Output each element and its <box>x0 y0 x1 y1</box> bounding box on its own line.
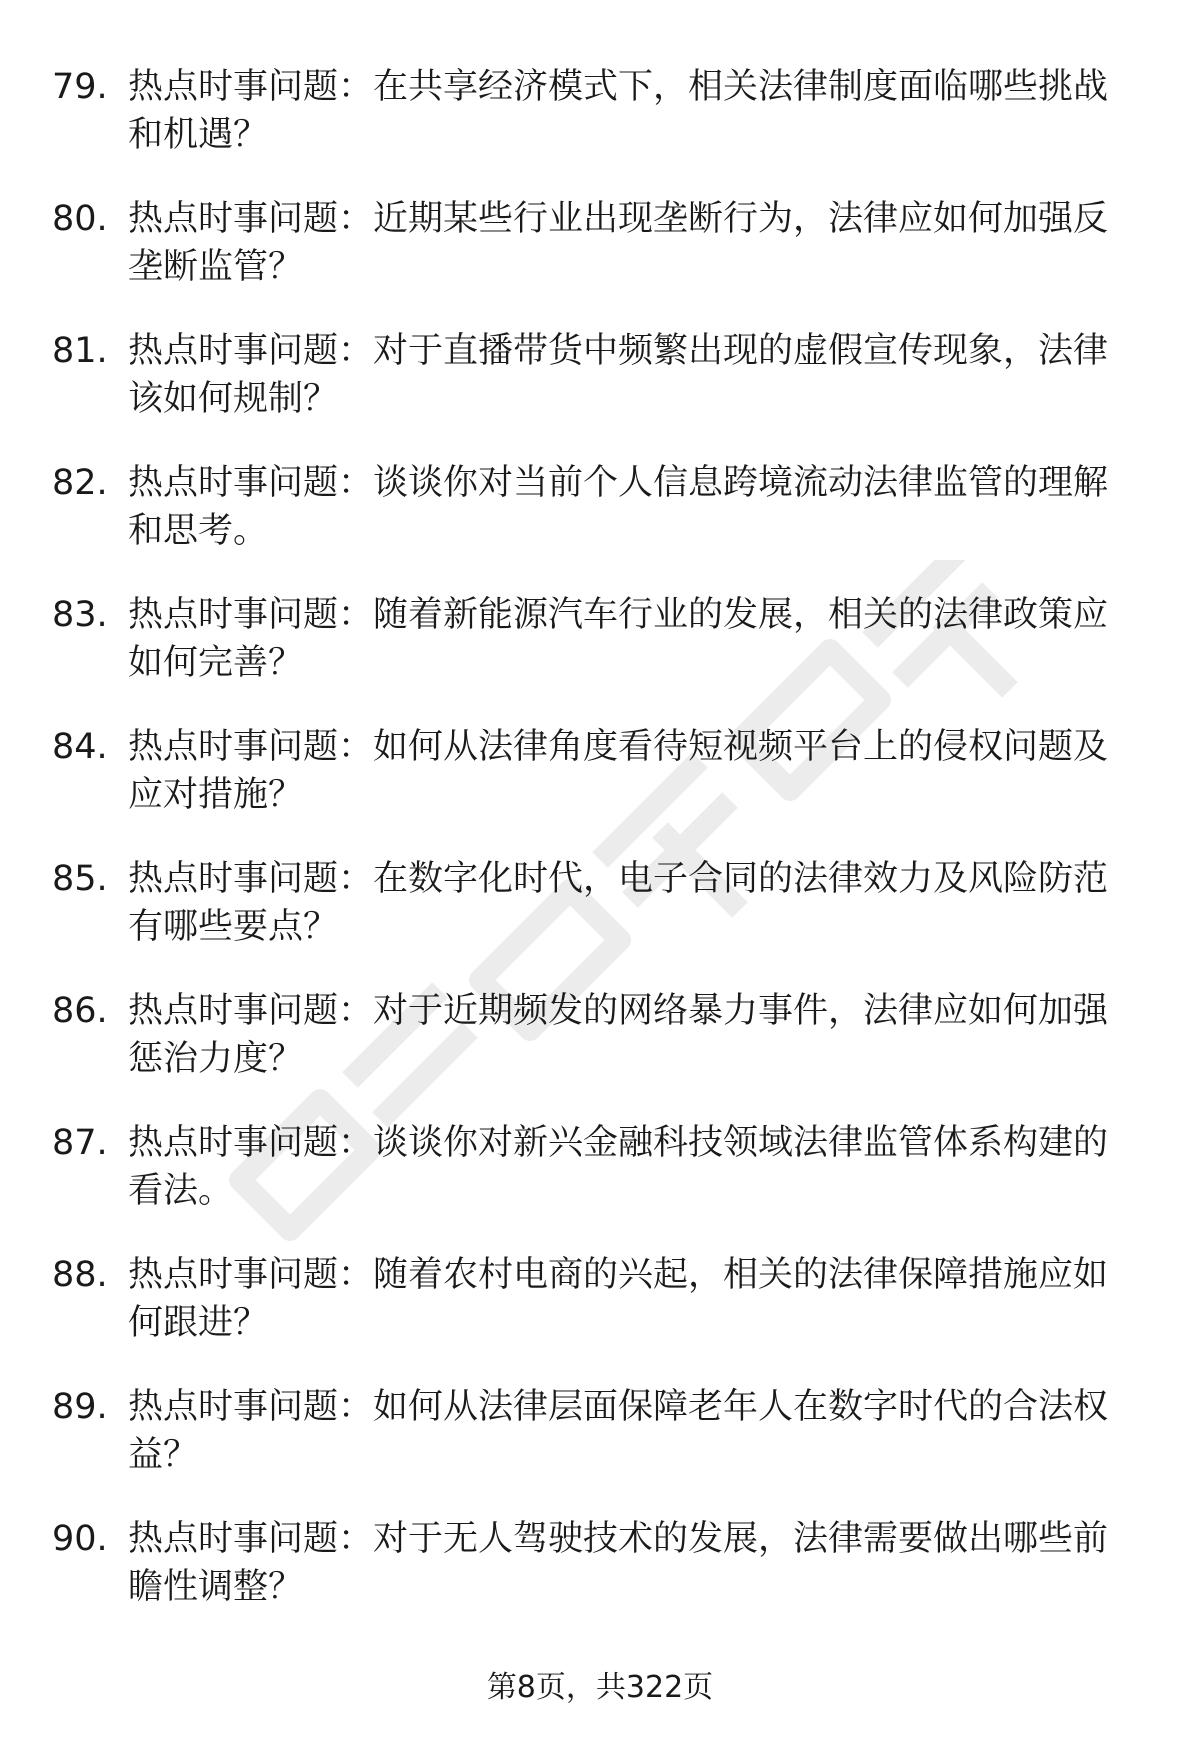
list-item <box>0 980 1200 1112</box>
question-text: 热点时事问题：对于近期频发的网络暴力事件，法律应如何加强惩治力度？ <box>128 991 1109 1079</box>
list-item <box>0 320 1200 452</box>
question-number: 81. <box>52 331 108 371</box>
question-text: 热点时事问题：对于直播带货中频繁出现的虚假宣传现象，法律该如何规制？ <box>128 331 1109 419</box>
list-item <box>0 716 1200 848</box>
question-number: 86. <box>52 991 108 1031</box>
question-text: 热点时事问题：近期某些行业出现垄断行为，法律应如何加强反垄断监管？ <box>128 199 1109 287</box>
list-item <box>0 848 1200 980</box>
list-item <box>0 1244 1200 1376</box>
question-number: 87. <box>52 1123 108 1163</box>
list-item <box>0 584 1200 716</box>
question-text: 热点时事问题：对于无人驾驶技术的发展，法律需要做出哪些前瞻性调整？ <box>128 1519 1109 1607</box>
question-text: 热点时事问题：在数字化时代，电子合同的法律效力及风险防范有哪些要点？ <box>128 859 1109 947</box>
question-text: 热点时事问题：在共享经济模式下，相关法律制度面临哪些挑战和机遇？ <box>128 67 1109 155</box>
question-number: 82. <box>52 463 108 503</box>
question-text: 热点时事问题：谈谈你对当前个人信息跨境流动法律监管的理解和思考。 <box>128 463 1109 551</box>
question-number: 85. <box>52 859 108 899</box>
list-item <box>0 1376 1200 1508</box>
page-footer: 第8页，共322页 <box>486 1670 714 1705</box>
question-text: 热点时事问题：随着新能源汽车行业的发展，相关的法律政策应如何完善？ <box>128 595 1109 683</box>
question-number: 83. <box>52 595 108 635</box>
question-number: 80. <box>52 199 108 239</box>
question-text: 热点时事问题：谈谈你对新兴金融科技领域法律监管体系构建的看法。 <box>128 1123 1109 1211</box>
question-number: 89. <box>52 1387 108 1427</box>
list-item <box>0 1112 1200 1244</box>
question-number: 88. <box>52 1255 108 1295</box>
question-number: 90. <box>52 1519 108 1559</box>
question-number: 79. <box>52 67 108 107</box>
list-item <box>0 1508 1200 1640</box>
list-item <box>0 188 1200 320</box>
question-text: 热点时事问题：如何从法律角度看待短视频平台上的侵权问题及应对措施？ <box>128 727 1109 815</box>
question-list <box>0 56 1200 1640</box>
question-text: 热点时事问题：随着农村电商的兴起，相关的法律保障措施应如何跟进？ <box>128 1255 1109 1343</box>
question-number: 84. <box>52 727 108 767</box>
question-text: 热点时事问题：如何从法律层面保障老年人在数字时代的合法权益？ <box>128 1387 1109 1475</box>
list-item <box>0 452 1200 584</box>
list-item <box>0 56 1200 188</box>
